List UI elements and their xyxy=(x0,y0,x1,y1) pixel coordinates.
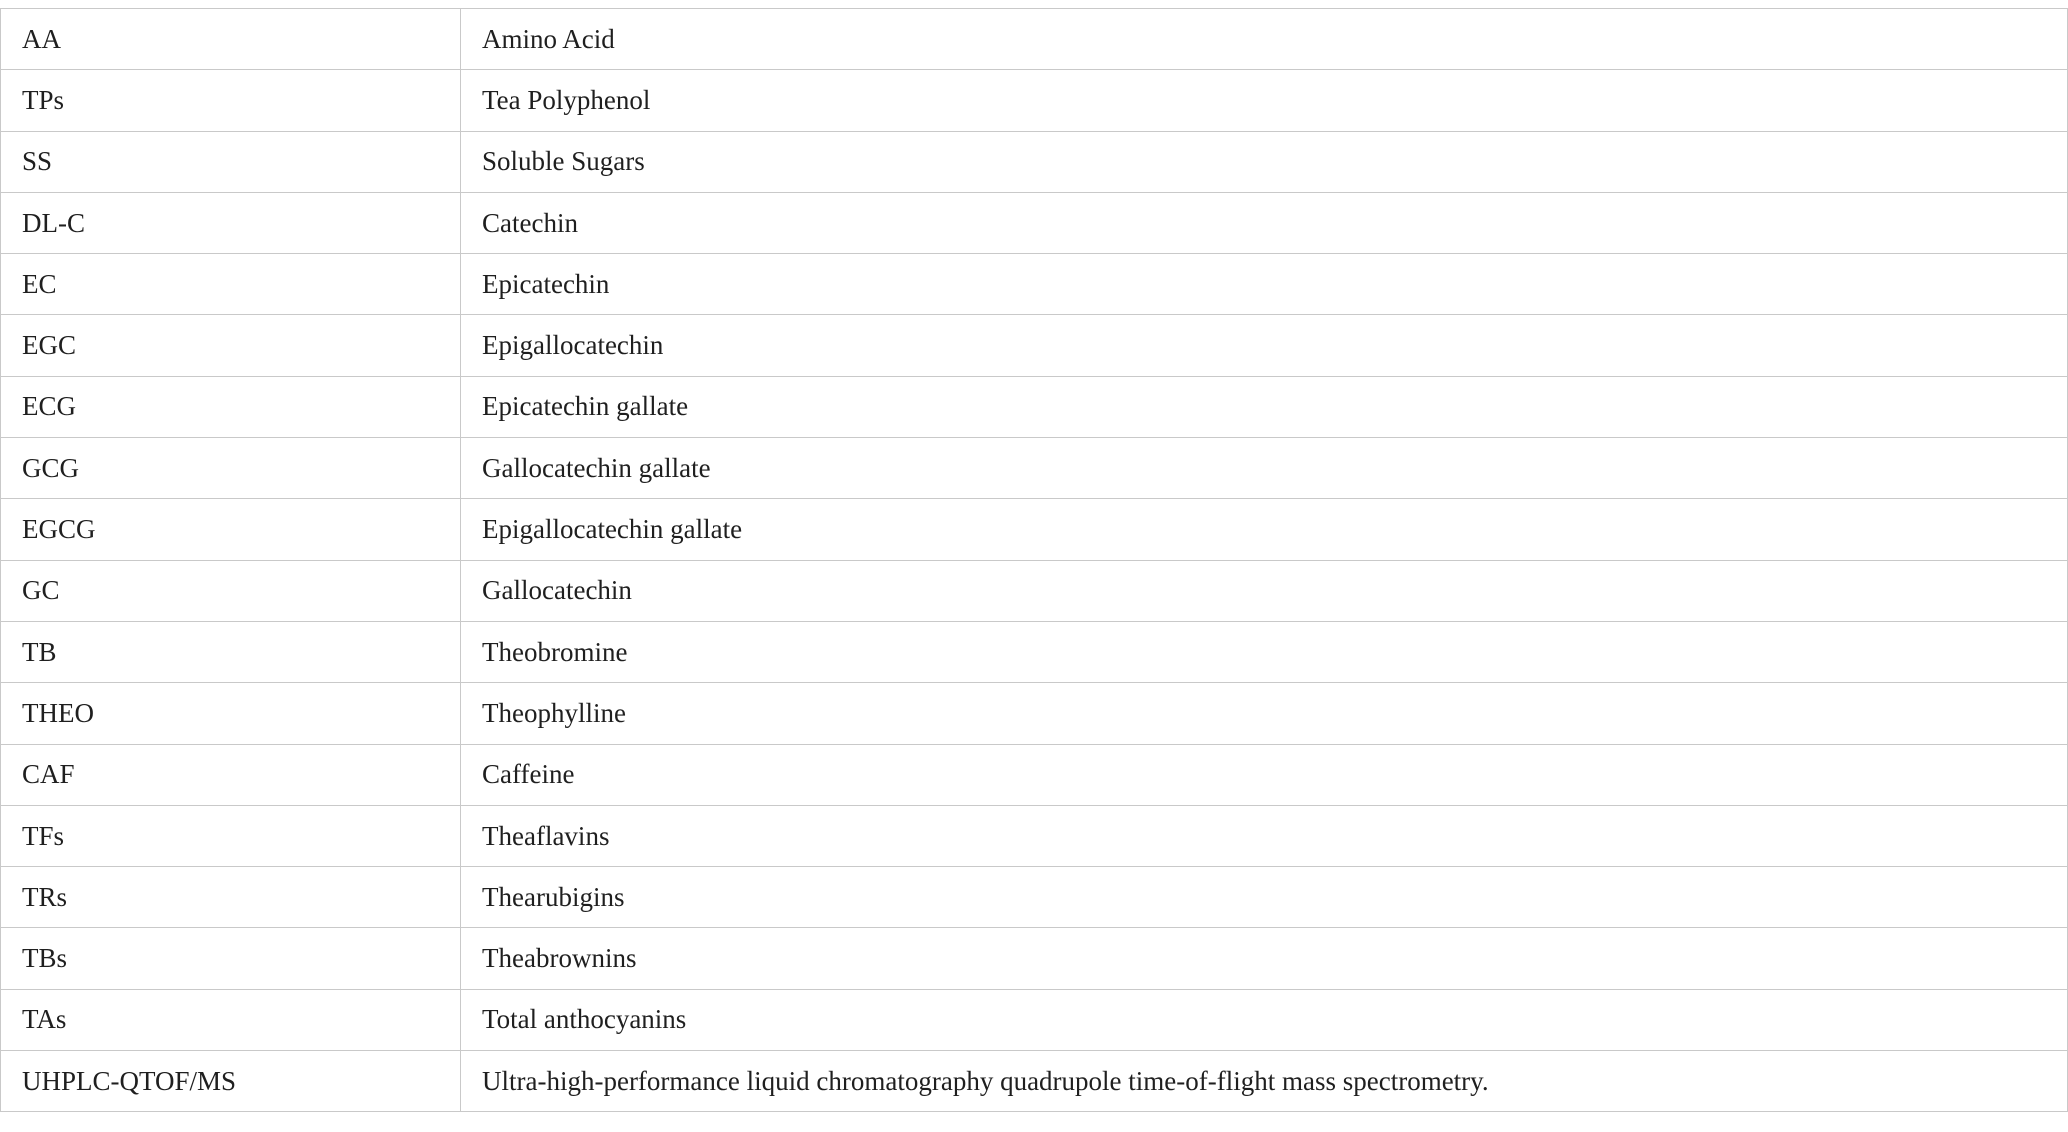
table-row xyxy=(1,315,2068,376)
definition-cell: Total anthocyanins xyxy=(461,989,2068,1050)
definition-cell: Tea Polyphenol xyxy=(461,70,2068,131)
definition-cell: Epicatechin gallate xyxy=(461,376,2068,437)
definition-cell: Caffeine xyxy=(461,744,2068,805)
definition-cell: Gallocatechin xyxy=(461,560,2068,621)
definition-cell: Ultra-high-performance liquid chromatography quadrupole time-of-flight mass spectrometry. xyxy=(461,1051,2068,1112)
table-row xyxy=(1,928,2068,989)
abbreviation-cell: GCG xyxy=(1,438,461,499)
abbreviation-cell: AA xyxy=(1,9,461,70)
definition-cell: Epigallocatechin xyxy=(461,315,2068,376)
definition-cell: Gallocatechin gallate xyxy=(461,438,2068,499)
abbreviation-cell: EGCG xyxy=(1,499,461,560)
abbreviation-cell: TFs xyxy=(1,805,461,866)
table-row xyxy=(1,989,2068,1050)
definition-cell: Epicatechin xyxy=(461,254,2068,315)
table-row xyxy=(1,192,2068,253)
abbreviation-cell: TB xyxy=(1,621,461,682)
abbreviation-cell: UHPLC-QTOF/MS xyxy=(1,1051,461,1112)
definition-cell: Amino Acid xyxy=(461,9,2068,70)
abbreviations-table-body xyxy=(1,9,2068,1112)
table-row xyxy=(1,499,2068,560)
abbreviation-cell: TPs xyxy=(1,70,461,131)
abbreviation-cell: DL-C xyxy=(1,192,461,253)
abbreviation-cell: TAs xyxy=(1,989,461,1050)
abbreviation-cell: SS xyxy=(1,131,461,192)
abbreviation-cell: TRs xyxy=(1,867,461,928)
table-row xyxy=(1,621,2068,682)
abbreviation-cell: CAF xyxy=(1,744,461,805)
table-row xyxy=(1,744,2068,805)
abbreviation-cell: GC xyxy=(1,560,461,621)
table-row xyxy=(1,376,2068,437)
definition-cell: Theabrownins xyxy=(461,928,2068,989)
table-row xyxy=(1,9,2068,70)
table-row xyxy=(1,867,2068,928)
abbreviation-cell: ECG xyxy=(1,376,461,437)
abbreviation-cell: THEO xyxy=(1,683,461,744)
definition-cell: Thearubigins xyxy=(461,867,2068,928)
table-row xyxy=(1,805,2068,866)
definition-cell: Theophylline xyxy=(461,683,2068,744)
table-row xyxy=(1,560,2068,621)
table-row xyxy=(1,1051,2068,1112)
table-row xyxy=(1,70,2068,131)
definition-cell: Theobromine xyxy=(461,621,2068,682)
abbreviation-cell: EGC xyxy=(1,315,461,376)
definition-cell: Catechin xyxy=(461,192,2068,253)
abbreviation-cell: TBs xyxy=(1,928,461,989)
table-row xyxy=(1,131,2068,192)
table-row xyxy=(1,254,2068,315)
definition-cell: Soluble Sugars xyxy=(461,131,2068,192)
table-row xyxy=(1,683,2068,744)
definition-cell: Epigallocatechin gallate xyxy=(461,499,2068,560)
table-row xyxy=(1,438,2068,499)
abbreviations-table xyxy=(0,8,2068,1112)
abbreviation-cell: EC xyxy=(1,254,461,315)
definition-cell: Theaflavins xyxy=(461,805,2068,866)
